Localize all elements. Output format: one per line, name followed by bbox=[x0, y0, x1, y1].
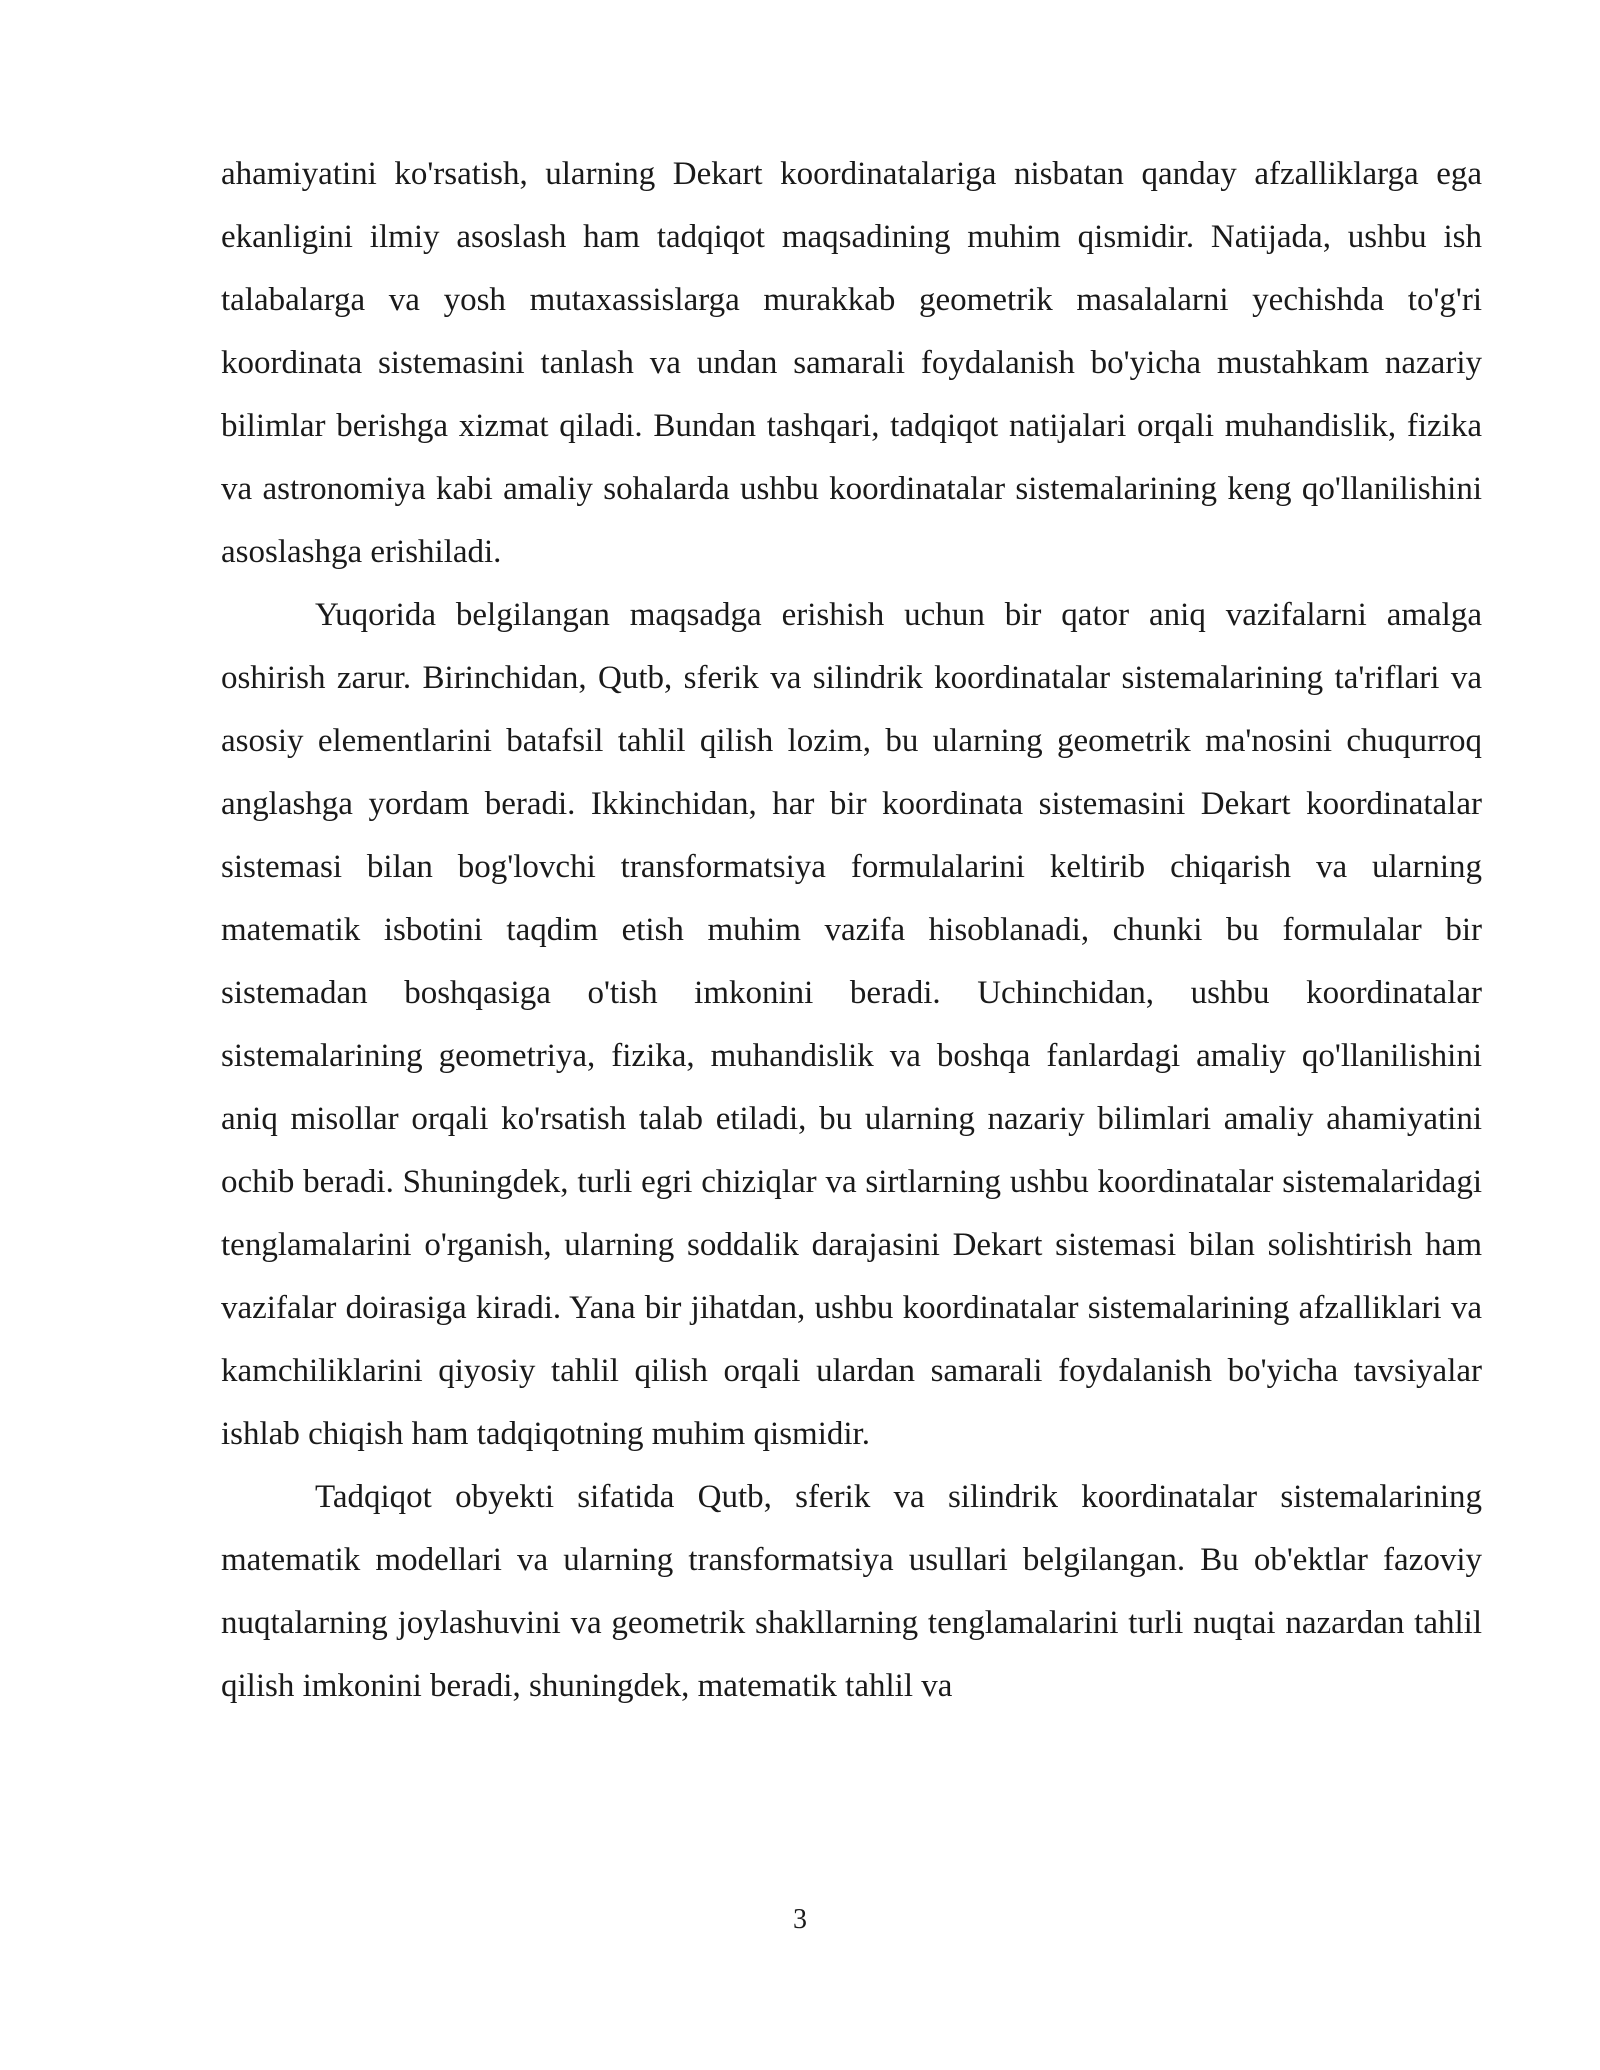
body-text bbox=[221, 143, 1482, 1718]
paragraph-2: Yuqorida belgilangan maqsadga erishish uchun bir qator aniq vazifalarni amalga oshirish zarur. Birinchidan, Qutb, sferik va silindrik koordinatalar sistemalarining ta'riflari va asosiy elementlarini batafsil tahlil qilish lozim, bu ularning geometrik ma'nosini chuqurroq anglashga yordam beradi. Ikkinchidan, har bir koordinata sistemasini Dekart koordinatalar sistemasi bilan bog'lovchi transformatsiya formulalarini keltirib chiqarish va ularning matematik isbotini taqdim etish muhim vazifa hisoblanadi, chunki bu formulalar bir sistemadan boshqasiga o'tish imkonini beradi. Uchinchidan, ushbu koordinatalar sistemalarining geometriya, fizika, muhandislik va boshqa fanlardagi amaliy qo'llanilishini aniq misollar orqali ko'rsatish talab etiladi, bu ularning nazariy bilimlari amaliy ahamiyatini ochib beradi. Shuningdek, turli egri chiziqlar va sirtlarning ushbu koordinatalar sistemalaridagi tenglamalarini o'rganish, ularning soddalik darajasini Dekart sistemasi bilan solishtirish ham vazifalar doirasiga kiradi. Yana bir jihatdan, ushbu koordinatalar sistemalarining afzalliklari va kamchiliklarini qiyosiy tahlil qilish orqali ulardan samarali foydalanish bo'yicha tavsiyalar ishlab chiqish ham tadqiqotning muhim qismidir. bbox=[221, 597, 1482, 1452]
paragraph-1: ahamiyatini ko'rsatish, ularning Dekart koordinatalariga nisbatan qanday afzalliklarga ega ekanligini ilmiy asoslash ham tadqiqot maqsadining muhim qismidir. Natijada, ushbu ish talabalarga va yosh mutaxassislarga murakkab geometrik masalalarni yechishda to'g'ri koordinata sistemasini tanlash va undan samarali foydalanish bo'yicha mustahkam nazariy bilimlar berishga xizmat qiladi. Bundan tashqari, tadqiqot natijalari orqali muhandislik, fizika va astronomiya kabi amaliy sohalarda ushbu koordinatalar sistemalarining keng qo'llanilishini asoslashga erishiladi. bbox=[221, 156, 1482, 570]
page-number: 3 bbox=[793, 1904, 807, 1935]
paragraph-3: Tadqiqot obyekti sifatida Qutb, sferik va silindrik koordinatalar sistemalarining matematik modellari va ularning transformatsiya usullari belgilangan. Bu ob'ektlar fazoviy nuqtalarning joylashuvini va geometrik shakllarning tenglamalarini turli nuqtai nazardan tahlil qilish imkonini beradi, shuningdek, matematik tahlil va bbox=[221, 1479, 1482, 1704]
